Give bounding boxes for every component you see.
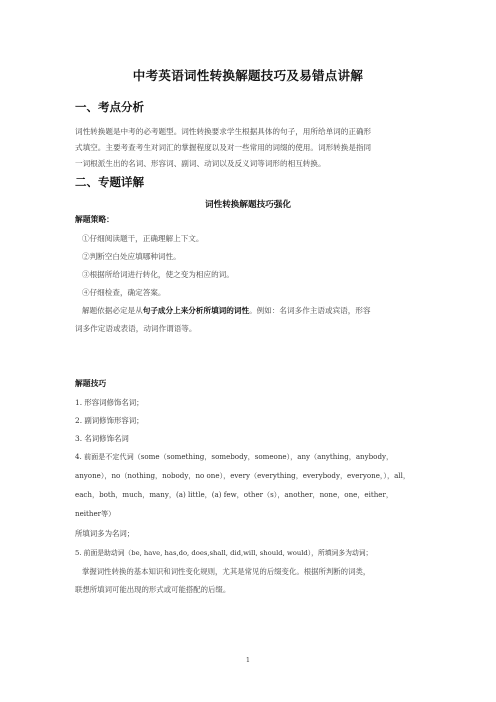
section-subtitle: 词性转换解题技巧强化 <box>205 200 291 210</box>
basis-emphasis: 句子成分上来分析所填词的词性 <box>142 306 250 315</box>
basis-suffix: 。例如：名词多作主语或宾语，形容 <box>249 306 371 315</box>
tip-item: 1. 形容词修饰名词； <box>75 398 144 407</box>
tip-item: 5. 前面是助动词（be, have, has,do, does,shall, did,will, should, would），所填词多为动词； <box>75 549 373 557</box>
tip-item: neither等） <box>75 509 116 518</box>
basis-prefix: 解题依据必定是从 <box>82 306 143 315</box>
strategy-step: ②判断空白处应填哪种词性。 <box>82 252 181 261</box>
analysis-line: 式填空。主要考查考生对词汇的掌握程度以及对一些常用的词缀的使用。词形转换是指同 <box>75 143 372 152</box>
tip-item: anyone），no（nothing，nobody，no one），every（everything，everybody，everyone，），all， <box>75 471 410 480</box>
tips-label: 解题技巧 <box>75 379 107 388</box>
tip-item: 所填词多为名词； <box>75 529 135 538</box>
page-number: 1 <box>245 656 251 664</box>
tip-item: 4. 前面是不定代词（some（something，somebody，someone），any（anything，anybody， <box>75 452 394 461</box>
tip-item: each，both，much，many，(a) little，(a) few，other（s），another，none，one，either， <box>75 490 393 499</box>
analysis-line: 词性转换题是中考的必考题型。词性转换要求学生根据具体的句子，用所给单词的正确形 <box>75 127 372 136</box>
final-line: 掌握词性转换的基本知识和词性变化规则，尤其是常见的后缀变化。根据所判断的词类， <box>82 567 371 576</box>
tip-item: 3. 名词修饰名词 <box>75 434 129 443</box>
analysis-paragraph <box>75 124 429 172</box>
final-line: 联想所填词可能出现的形式或可能搭配的后缀。 <box>75 585 231 594</box>
strategy-step: ①仔细阅读题干，正确理解上下文。 <box>82 234 204 243</box>
strategy-step: ④仔细检查，确定答案。 <box>82 288 166 297</box>
section-heading-analysis: 一、考点分析 <box>75 100 144 114</box>
basis-line <box>82 305 371 316</box>
strategy-step: ③根据所给词进行转化，使之变为相应的词。 <box>82 270 234 279</box>
analysis-line: 一词根派生出的名词、形容词、副词、动词以及反义词等词形的相互转换。 <box>75 159 326 168</box>
strategy-label: 解题策略： <box>75 215 114 224</box>
section-heading-details: 二、专题详解 <box>75 175 144 189</box>
basis-line-2: 词多作定语或表语，动词作谓语等。 <box>75 324 197 333</box>
tip-item: 2. 副词修饰形容词； <box>75 416 144 425</box>
document-title: 中考英语词性转换解题技巧及易错点讲解 <box>132 68 364 83</box>
